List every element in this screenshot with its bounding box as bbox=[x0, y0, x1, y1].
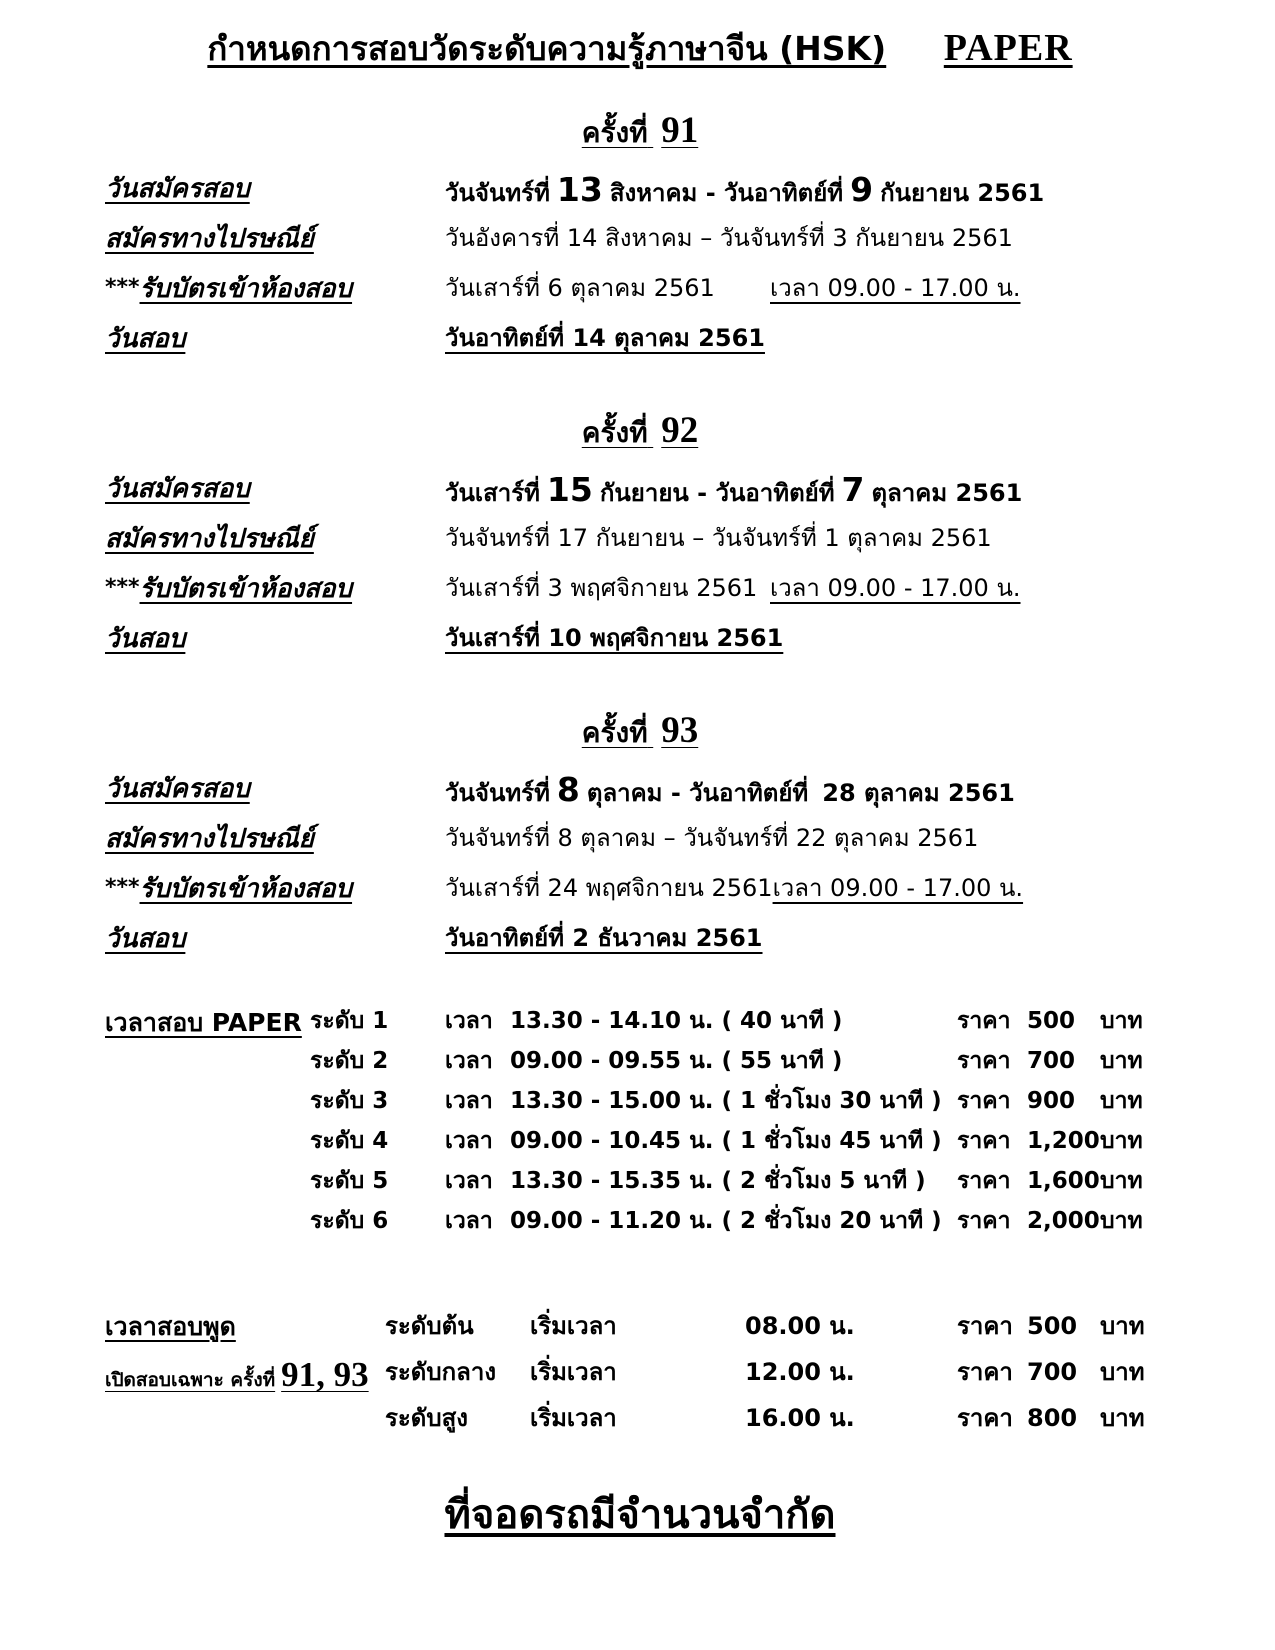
paper-table-row bbox=[105, 1207, 1175, 1247]
currency-label: บาท bbox=[1100, 1404, 1145, 1433]
speaking-price: 700 bbox=[1027, 1358, 1078, 1387]
paper-table-row bbox=[105, 1167, 1175, 1207]
speaking-level: ระดับต้น bbox=[385, 1312, 474, 1341]
register-label-text: วันสมัครสอบ bbox=[105, 774, 250, 805]
session-92-block bbox=[105, 407, 1175, 673]
price-label: ราคา bbox=[957, 1404, 1013, 1433]
price-label: ราคา bbox=[957, 1208, 1011, 1235]
speaking-time: 16.00 น. bbox=[745, 1404, 855, 1433]
paper-price: 2,000 bbox=[1027, 1208, 1100, 1235]
time-label: เวลา bbox=[445, 1088, 493, 1115]
page-title bbox=[105, 24, 1175, 73]
session-header bbox=[105, 707, 1175, 757]
mail-dates: วันจันทร์ที่ 8 ตุลาคม – วันจันทร์ที่ 22 ตุลาคม 2561 bbox=[445, 824, 979, 853]
exam-row bbox=[105, 623, 1175, 673]
speaking-price: 800 bbox=[1027, 1404, 1078, 1433]
mail-label-text: สมัครทางไปรษณีย์ bbox=[105, 524, 314, 555]
page-title-thai: กำหนดการสอบวัดระดับความรู้ภาษาจีน (HSK) bbox=[207, 29, 887, 68]
session-91-block bbox=[105, 107, 1175, 373]
price-label: ราคา bbox=[957, 1358, 1013, 1387]
price-label: ราคา bbox=[957, 1312, 1013, 1341]
session-number: 93 bbox=[661, 710, 699, 752]
paper-time: 13.30 - 15.35 น. ( 2 ชั่วโมง 5 นาที ) bbox=[510, 1168, 926, 1195]
paper-time: 13.30 - 15.00 น. ( 1 ชั่วโมง 30 นาที ) bbox=[510, 1088, 942, 1115]
paper-level: ระดับ 2 bbox=[310, 1048, 389, 1075]
currency-label: บาท bbox=[1100, 1312, 1145, 1341]
register-dates bbox=[445, 770, 1015, 810]
exam-date: วันอาทิตย์ที่ 14 ตุลาคม 2561 bbox=[445, 324, 765, 353]
paper-price: 900 bbox=[1027, 1088, 1076, 1115]
exam-label-text: วันสอบ bbox=[105, 624, 186, 655]
register-label bbox=[105, 773, 445, 807]
session-prefix-label: ครั้งที่ bbox=[581, 116, 648, 150]
price-label: ราคา bbox=[957, 1048, 1011, 1075]
ticket-row bbox=[105, 573, 1175, 623]
paper-level: ระดับ 6 bbox=[310, 1208, 389, 1235]
mail-dates: วันอังคารที่ 14 สิงหาคม – วันจันทร์ที่ 3 กันยายน 2561 bbox=[445, 224, 1013, 253]
register-date-part: วันเสาร์ที่ bbox=[445, 479, 540, 508]
paper-level: ระดับ 3 bbox=[310, 1088, 389, 1115]
register-date-big-day: 8 bbox=[556, 770, 580, 810]
page-title-latin: PAPER bbox=[943, 27, 1073, 69]
paper-table-row bbox=[105, 1087, 1175, 1127]
ticket-time: เวลา 09.00 - 17.00 น. bbox=[770, 274, 1021, 303]
time-label: เวลา bbox=[445, 1168, 493, 1195]
ticket-time: เวลา 09.00 - 17.00 น. bbox=[770, 574, 1021, 603]
paper-level: ระดับ 4 bbox=[310, 1128, 389, 1155]
paper-price: 500 bbox=[1027, 1008, 1076, 1035]
mail-row bbox=[105, 523, 1175, 573]
ticket-stars: *** bbox=[105, 275, 140, 301]
register-date-part: 28 ตุลาคม 2561 bbox=[822, 779, 1015, 808]
register-row bbox=[105, 470, 1175, 523]
price-label: ราคา bbox=[957, 1008, 1011, 1035]
exam-date: วันอาทิตย์ที่ 2 ธันวาคม 2561 bbox=[445, 924, 763, 953]
currency-label: บาท bbox=[1100, 1358, 1145, 1387]
exam-row bbox=[105, 923, 1175, 973]
exam-label bbox=[105, 923, 445, 957]
paper-table-row bbox=[105, 1127, 1175, 1167]
price-label: ราคา bbox=[957, 1128, 1011, 1155]
paper-time: 09.00 - 09.55 น. ( 55 นาที ) bbox=[510, 1048, 843, 1075]
speaking-rows bbox=[385, 1311, 1175, 1449]
currency-label: บาท bbox=[1100, 1088, 1143, 1115]
currency-label: บาท bbox=[1100, 1048, 1143, 1075]
parking-note-text: ที่จอดรถมีจำนวนจำกัด bbox=[444, 1492, 836, 1539]
ticket-label-text: รับบัตรเข้าห้องสอบ bbox=[139, 874, 353, 905]
register-label bbox=[105, 473, 445, 507]
speaking-level: ระดับกลาง bbox=[385, 1358, 497, 1387]
register-dates bbox=[445, 470, 1023, 510]
speaking-subheading bbox=[105, 1357, 385, 1403]
register-row bbox=[105, 170, 1175, 223]
paper-time: 09.00 - 11.20 น. ( 2 ชั่วโมง 20 นาที ) bbox=[510, 1208, 942, 1235]
currency-label: บาท bbox=[1100, 1128, 1143, 1155]
session-93-block bbox=[105, 707, 1175, 973]
register-date-big-day: 7 bbox=[841, 470, 865, 510]
mail-row bbox=[105, 823, 1175, 873]
time-label: เวลา bbox=[445, 1208, 493, 1235]
start-time-label: เริ่มเวลา bbox=[530, 1312, 617, 1341]
ticket-info bbox=[445, 573, 1021, 604]
paper-time: 13.30 - 14.10 น. ( 40 นาที ) bbox=[510, 1008, 843, 1035]
paper-price: 1,200 bbox=[1027, 1128, 1100, 1155]
register-label-text: วันสมัครสอบ bbox=[105, 474, 250, 505]
speaking-subheading-text: เปิดสอบเฉพาะ ครั้งที่ bbox=[105, 1369, 276, 1392]
session-header bbox=[105, 107, 1175, 157]
register-date-part: สิงหาคม - วันอาทิตย์ที่ bbox=[609, 179, 844, 208]
speaking-price: 500 bbox=[1027, 1312, 1078, 1341]
price-label: ราคา bbox=[957, 1168, 1011, 1195]
speaking-row bbox=[385, 1357, 1175, 1403]
speaking-row bbox=[385, 1403, 1175, 1449]
ticket-label bbox=[105, 573, 445, 607]
register-label-text: วันสมัครสอบ bbox=[105, 174, 250, 205]
paper-price: 1,600 bbox=[1027, 1168, 1100, 1195]
register-date-big-day: 13 bbox=[556, 170, 603, 210]
speaking-subheading-sessions: 91, 93 bbox=[281, 1355, 369, 1395]
paper-table-heading bbox=[105, 1007, 310, 1040]
session-prefix-label: ครั้งที่ bbox=[581, 416, 648, 450]
exam-label-text: วันสอบ bbox=[105, 324, 186, 355]
start-time-label: เริ่มเวลา bbox=[530, 1404, 617, 1433]
time-label: เวลา bbox=[445, 1008, 493, 1035]
paper-exam-table bbox=[105, 1007, 1175, 1247]
exam-date: วันเสาร์ที่ 10 พฤศจิกายน 2561 bbox=[445, 624, 784, 653]
speaking-row bbox=[385, 1311, 1175, 1357]
paper-price: 700 bbox=[1027, 1048, 1076, 1075]
ticket-info bbox=[445, 873, 1023, 904]
speaking-table-headings bbox=[105, 1311, 385, 1449]
register-date-part: วันจันทร์ที่ bbox=[445, 779, 550, 808]
speaking-heading-text: เวลาสอบพูด bbox=[105, 1312, 236, 1342]
ticket-stars: *** bbox=[105, 575, 140, 601]
register-date-part: กันยายน 2561 bbox=[880, 179, 1045, 208]
register-dates bbox=[445, 170, 1045, 210]
paper-time: 09.00 - 10.45 น. ( 1 ชั่วโมง 45 นาที ) bbox=[510, 1128, 942, 1155]
mail-label bbox=[105, 523, 445, 557]
register-date-big-day: 9 bbox=[850, 170, 874, 210]
ticket-date: วันเสาร์ที่ 6 ตุลาคม 2561 bbox=[445, 274, 715, 303]
paper-table-heading-text: เวลาสอบ PAPER bbox=[105, 1008, 302, 1038]
ticket-label-text: รับบัตรเข้าห้องสอบ bbox=[139, 574, 353, 605]
exam-label-text: วันสอบ bbox=[105, 924, 186, 955]
mail-label-text: สมัครทางไปรษณีย์ bbox=[105, 224, 314, 255]
speaking-time: 08.00 น. bbox=[745, 1312, 855, 1341]
session-number: 92 bbox=[661, 410, 699, 452]
register-date-big-day: 15 bbox=[546, 470, 593, 510]
ticket-row bbox=[105, 873, 1175, 923]
currency-label: บาท bbox=[1100, 1008, 1143, 1035]
parking-note bbox=[105, 1489, 1175, 1541]
speaking-heading bbox=[105, 1311, 385, 1357]
exam-label bbox=[105, 323, 445, 357]
paper-level: ระดับ 5 bbox=[310, 1168, 389, 1195]
paper-table-row bbox=[105, 1047, 1175, 1087]
start-time-label: เริ่มเวลา bbox=[530, 1358, 617, 1387]
speaking-time: 12.00 น. bbox=[745, 1358, 855, 1387]
ticket-label-text: รับบัตรเข้าห้องสอบ bbox=[139, 274, 353, 305]
mail-dates: วันจันทร์ที่ 17 กันยายน – วันจันทร์ที่ 1 ตุลาคม 2561 bbox=[445, 524, 992, 553]
session-number: 91 bbox=[661, 110, 699, 152]
register-date-part: ตุลาคม 2561 bbox=[871, 479, 1023, 508]
mail-row bbox=[105, 223, 1175, 273]
ticket-time: เวลา 09.00 - 17.00 น. bbox=[772, 874, 1024, 903]
register-date-part: กันยายน - วันอาทิตย์ที่ bbox=[599, 479, 835, 508]
ticket-date: วันเสาร์ที่ 24 พฤศจิกายน 2561 bbox=[445, 874, 773, 903]
register-date-part: วันจันทร์ที่ bbox=[445, 179, 550, 208]
ticket-label bbox=[105, 873, 445, 907]
mail-label-text: สมัครทางไปรษณีย์ bbox=[105, 824, 314, 855]
register-label bbox=[105, 173, 445, 207]
ticket-info bbox=[445, 273, 1021, 304]
currency-label: บาท bbox=[1100, 1168, 1143, 1195]
speaking-exam-table bbox=[105, 1311, 1175, 1449]
ticket-row bbox=[105, 273, 1175, 323]
time-label: เวลา bbox=[445, 1128, 493, 1155]
exam-row bbox=[105, 323, 1175, 373]
register-row bbox=[105, 770, 1175, 823]
mail-label bbox=[105, 823, 445, 857]
exam-label bbox=[105, 623, 445, 657]
register-date-part: ตุลาคม - วันอาทิตย์ที่ bbox=[586, 779, 809, 808]
paper-level: ระดับ 1 bbox=[310, 1008, 389, 1035]
session-header bbox=[105, 407, 1175, 457]
currency-label: บาท bbox=[1100, 1208, 1143, 1235]
price-label: ราคา bbox=[957, 1088, 1011, 1115]
ticket-date: วันเสาร์ที่ 3 พฤศจิกายน 2561 bbox=[445, 574, 758, 603]
time-label: เวลา bbox=[445, 1048, 493, 1075]
paper-table-row bbox=[105, 1007, 1175, 1047]
ticket-label bbox=[105, 273, 445, 307]
session-prefix-label: ครั้งที่ bbox=[581, 716, 648, 750]
speaking-level: ระดับสูง bbox=[385, 1404, 468, 1433]
mail-label bbox=[105, 223, 445, 257]
ticket-stars: *** bbox=[105, 875, 140, 901]
